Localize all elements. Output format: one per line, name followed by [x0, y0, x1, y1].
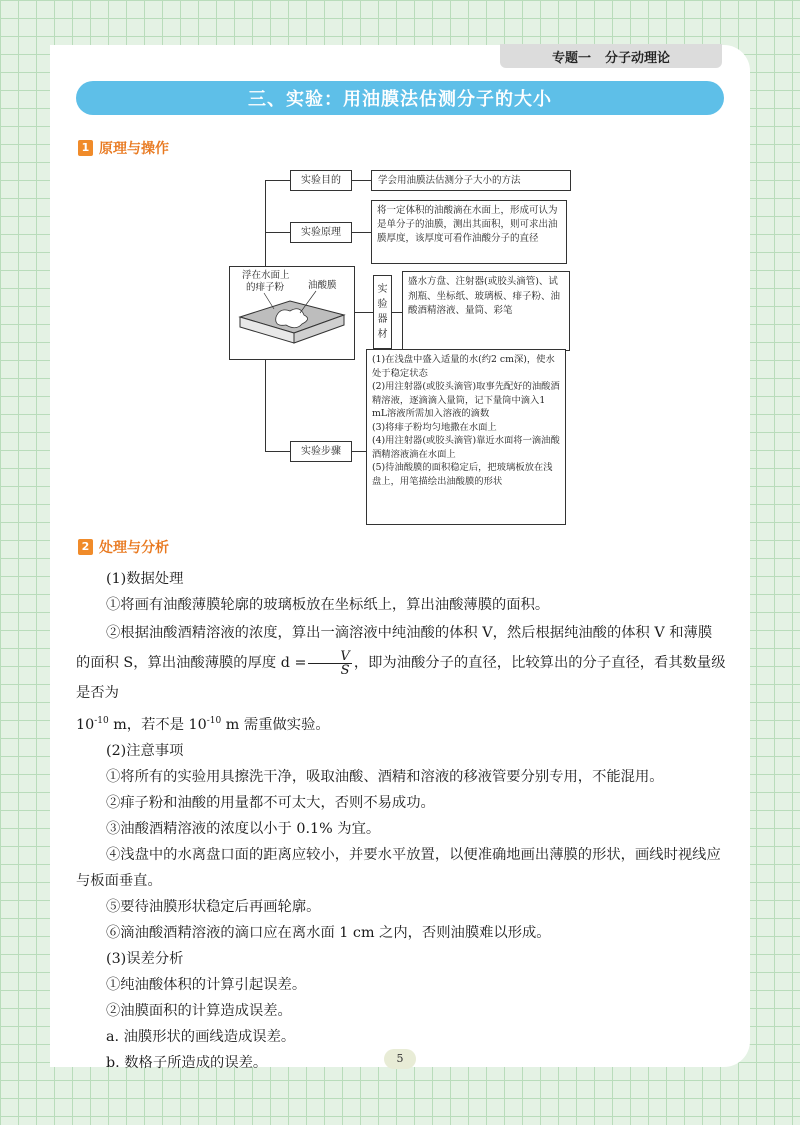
paragraph: ④浅盘中的水离盘口面的距离应较小，并要水平放置，以便准确地画出薄膜的形状，画线时视线应与板面垂直。	[76, 846, 721, 889]
subheading: (2)注意事项	[106, 742, 184, 759]
thickness-fraction: $\frac{V}{S}$	[308, 650, 351, 677]
paragraph: ①将所有的实验用具擦洗干净，吸取油酸、酒精和溶液的移液管要分别专用，不能混用。	[106, 768, 664, 785]
connector-line	[352, 232, 371, 233]
paragraph: ⑥滴油酸酒精溶液的滴口应在离水面 1 cm 之内，否则油膜难以形成。	[106, 924, 551, 941]
header-topic: 专题一	[551, 50, 591, 66]
analysis-body	[76, 566, 726, 1076]
purpose-label: 实验目的	[290, 170, 352, 191]
section-title: 处理与分析	[99, 540, 169, 556]
equipment-text: 盛水方盘、注射器(或胶头滴管)、试剂瓶、坐标纸、玻璃板、痱子粉、油酸酒精溶液、量筒、彩笔	[402, 271, 570, 351]
connector-line	[265, 232, 290, 233]
paragraph: ③油酸酒精溶液的浓度以小于 0.1% 为宜。	[106, 820, 381, 837]
step-item: (4)用注射器(或胶头滴管)靠近水面将一滴油酸酒精溶液滴在水面上	[372, 435, 560, 460]
paragraph: b. 数格子所造成的误差。	[106, 1054, 268, 1071]
connector-line	[265, 180, 266, 268]
connector-line	[352, 180, 371, 181]
tray-illustration	[229, 266, 355, 360]
paragraph-formula: ②根据油酸酒精溶液的浓度，算出一滴溶液中纯油酸的体积 V，然后根据纯油酸的体积 V 和薄膜的面积 S，算出油酸薄膜的厚度 d = $\frac{V}{S}$ ，即为油酸分子的直径，比较算出的分子直径，看其数量级是否为	[76, 625, 726, 701]
paragraph: ①纯油酸体积的计算引起误差。	[106, 976, 307, 993]
paragraph: ⑤要待油膜形状稳定后再画轮廓。	[106, 898, 321, 915]
equipment-label: 实 验 器 材	[373, 275, 392, 349]
step-item: (5)待油酸膜的面积稳定后，把玻璃板放在浅盘上，用笔描绘出油酸膜的形状	[372, 462, 553, 487]
section-heading-2	[78, 537, 169, 557]
paragraph-continued: $10^{-10}$ m，若不是 $10^{-10}$ m 需重做实验。	[76, 716, 330, 733]
section-number-badge: 2	[78, 539, 93, 555]
steps-list	[366, 349, 566, 525]
film-label: 油酸膜	[308, 280, 337, 291]
connector-line	[352, 451, 366, 452]
subheading: (3)误差分析	[106, 950, 184, 967]
paragraph: ②痱子粉和油酸的用量都不可太大，否则不易成功。	[106, 794, 435, 811]
connector-line	[265, 180, 290, 181]
running-header	[500, 44, 722, 68]
connector-line	[355, 312, 373, 313]
page-number: 5	[384, 1049, 416, 1069]
step-item: (3)将痱子粉均匀地撒在水面上	[372, 421, 497, 433]
page-title: 三、实验：用油膜法估测分子的大小	[76, 81, 724, 115]
powder-label: 浮在水面上 的痱子粉	[242, 270, 290, 293]
paragraph: a. 油膜形状的画线造成误差。	[106, 1028, 296, 1045]
step-item: (2)用注射器(或胶头滴管)取事先配好的油酸酒精溶液，逐滴滴入量筒，记下量筒中滴入1 mL溶液所需加入溶液的滴数	[372, 381, 560, 419]
principle-label: 实验原理	[290, 222, 352, 243]
subheading: (1)数据处理	[106, 571, 184, 587]
paragraph: ②油膜面积的计算造成误差。	[106, 1002, 292, 1019]
section-heading-1	[78, 138, 169, 158]
step-item: (1)在浅盘中盛入适量的水(约2 cm深)，使水处于稳定状态	[372, 354, 555, 379]
connector-line	[265, 451, 290, 452]
connector-line	[392, 312, 402, 313]
steps-label: 实验步骤	[290, 441, 352, 462]
paragraph: ①将画有油酸薄膜轮廓的玻璃板放在坐标纸上，算出油酸薄膜的面积。	[106, 597, 550, 613]
header-title: 分子动理论	[605, 50, 671, 66]
purpose-text: 学会用油膜法估测分子大小的方法	[371, 170, 571, 191]
section-number-badge: 1	[78, 140, 93, 156]
principle-text: 将一定体积的油酸滴在水面上，形成可认为是单分子的油膜，测出其面积，则可求出油膜厚度，该厚度可看作油酸分子的直径	[371, 200, 567, 264]
tray-drawing	[230, 267, 354, 359]
section-title: 原理与操作	[99, 141, 169, 157]
connector-line	[265, 358, 266, 451]
